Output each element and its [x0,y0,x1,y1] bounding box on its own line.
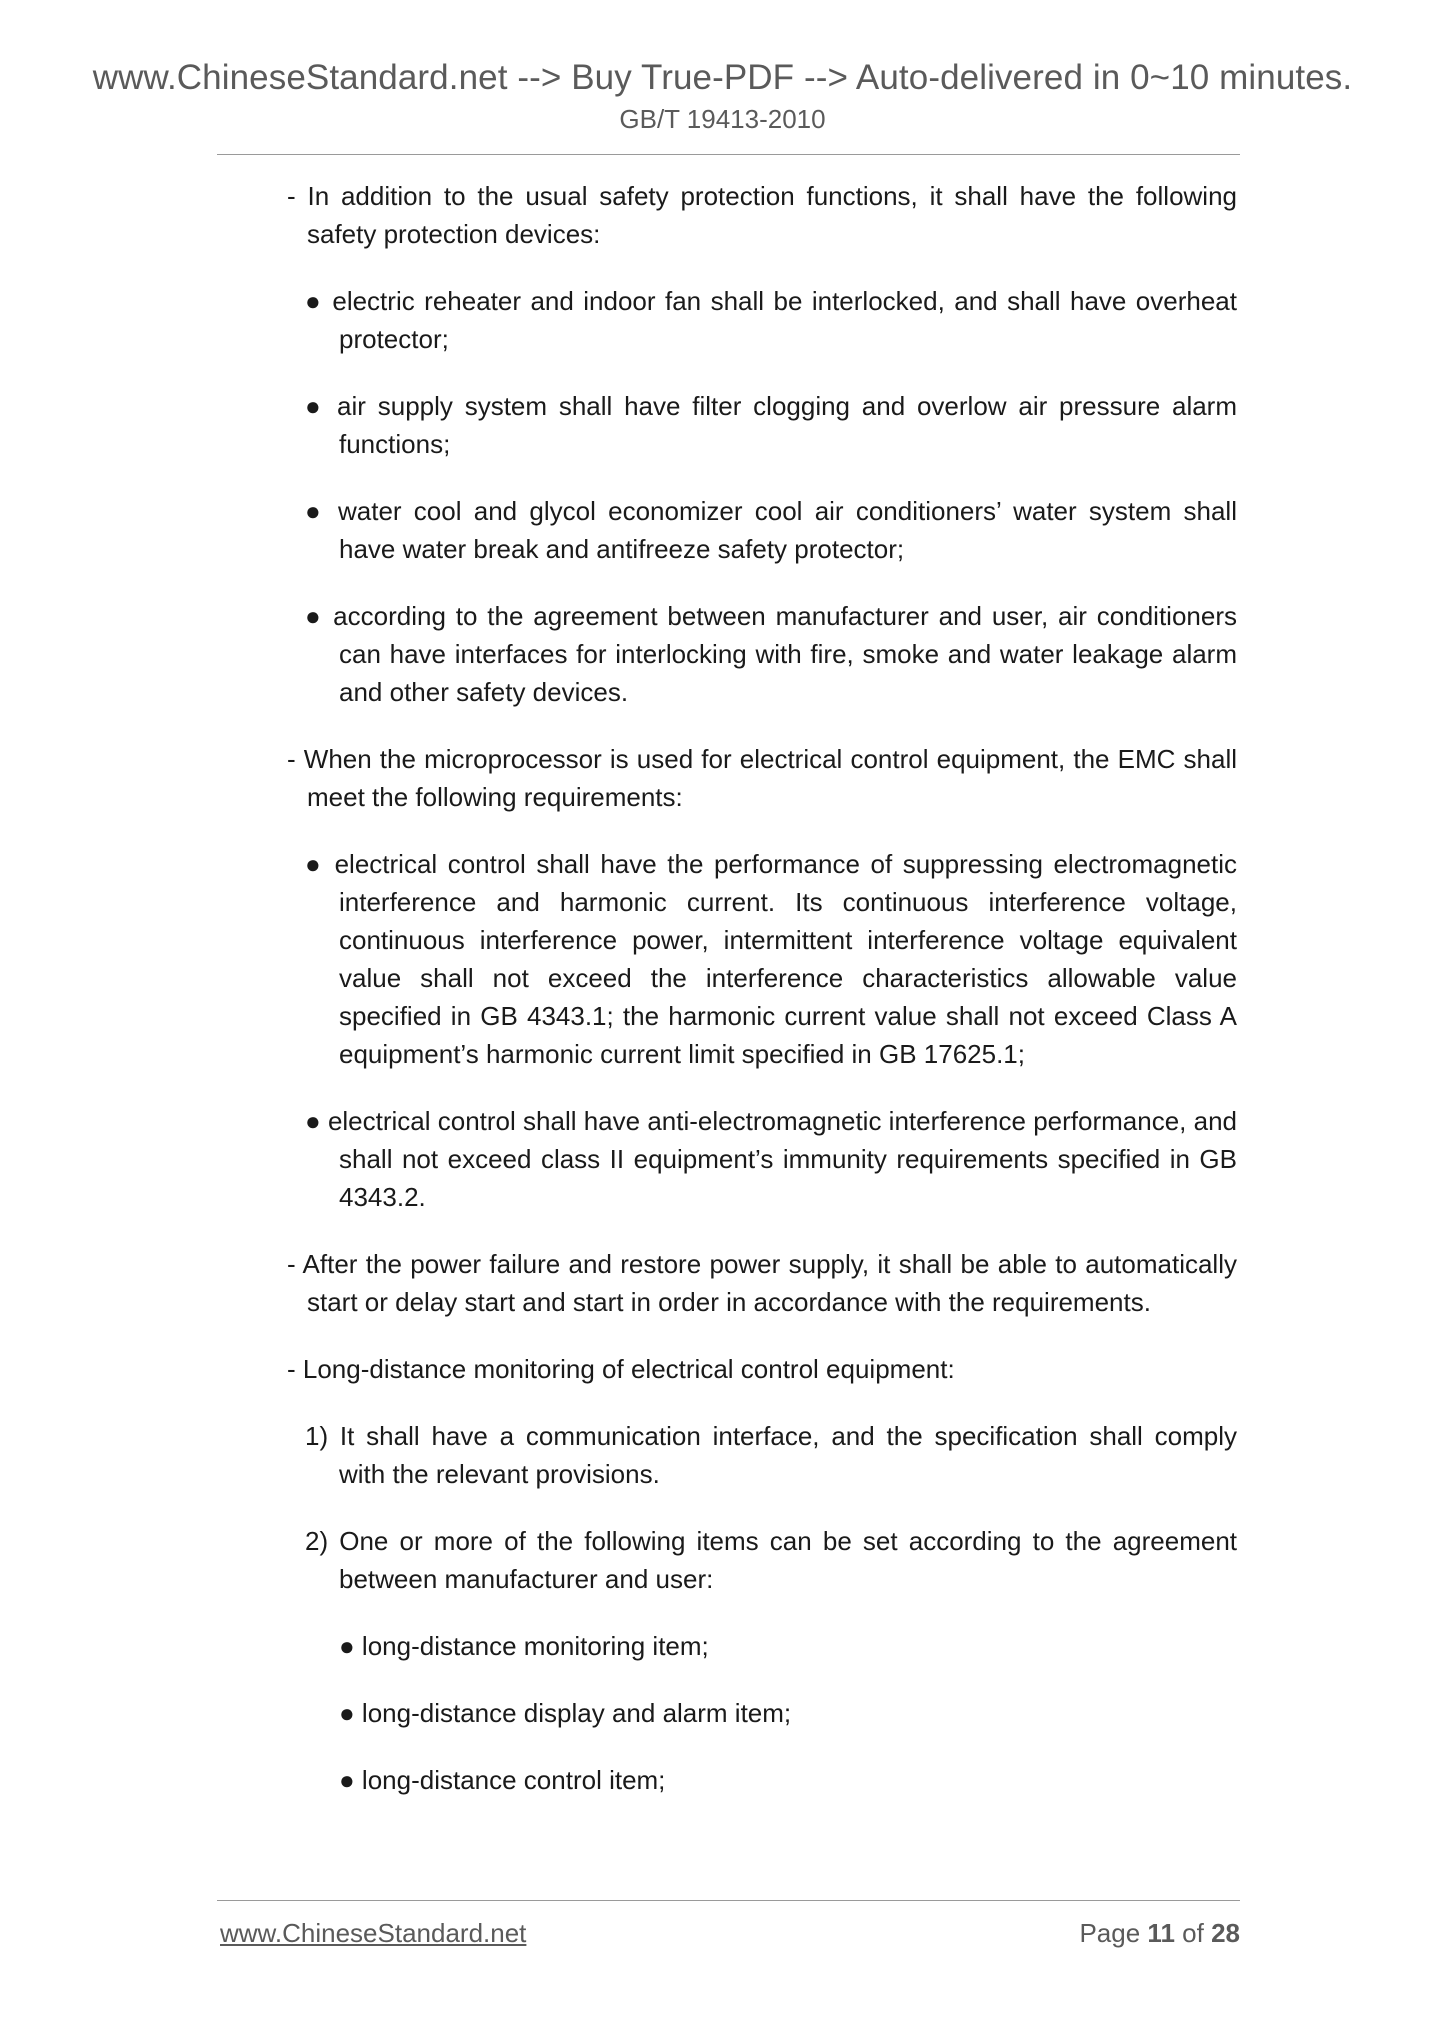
numbered-item-2: 2) One or more of the following items can be set according to the agreement between manufacturer and user: [305,1526,1237,1594]
document-body [287,177,1237,1799]
paragraph-power-restore: - After the power failure and restore power supply, it shall be able to automatically start or delay start and start in order in accordance with the requirements. [287,1249,1237,1317]
numbered-item-1: 1) It shall have a communication interface, and the specification shall comply with the relevant provisions. [305,1421,1237,1489]
page-total: 28 [1211,1918,1240,1948]
paragraph-emc: - When the microprocessor is used for electrical control equipment, the EMC shall meet the following requirements: [287,744,1237,812]
paragraph-long-distance-monitoring: - Long-distance monitoring of electrical control equipment: [287,1354,955,1384]
bullet-suppressing-interference: ● electrical control shall have the performance of suppressing electromagnetic interference and harmonic current. Its continuous interference voltage, continuous interference power, intermittent interference voltage equivalent value shall not exceed the interference characteristics allowable value specified in GB 4343.1; the harmonic current value shall not exceed Class A equipment’s harmonic current limit specified in GB 17625.1; [305,849,1237,1069]
footer-website-link[interactable]: www.ChineseStandard.net [220,1918,527,1948]
bullet-anti-interference: ● electrical control shall have anti-electromagnetic interference performance, and shall not exceed class II equipment’s immunity requirements specified in GB 4343.2. [305,1106,1237,1212]
page-indicator [1079,1916,1240,1950]
header-divider [217,154,1240,155]
page-of: of [1182,1918,1204,1948]
footer-divider [217,1900,1240,1901]
bullet-electric-reheater: ● electric reheater and indoor fan shall be interlocked, and shall have overheat protector; [305,286,1237,354]
paragraph-safety-protection: - In addition to the usual safety protection functions, it shall have the following safety protection devices: [287,181,1237,249]
bullet-air-supply: ● air supply system shall have filter clogging and overlow air pressure alarm functions; [305,391,1237,459]
bullet-water-cool: ● water cool and glycol economizer cool air conditioners’ water system shall have water break and antifreeze safety protector; [305,496,1237,564]
page-current: 11 [1147,1918,1175,1948]
sub-bullet-display-alarm: ● long-distance display and alarm item; [339,1698,792,1728]
bullet-interlocking-interfaces: ● according to the agreement between manufacturer and user, air conditioners can have interfaces for interlocking with fire, smoke and water leakage alarm and other safety devices. [305,601,1237,707]
standard-code: GB/T 19413-2010 [619,104,826,134]
header-banner: www.ChineseStandard.net --> Buy True-PDF --> Auto-delivered in 0~10 minutes. [92,58,1353,97]
sub-bullet-control: ● long-distance control item; [339,1765,666,1795]
sub-bullet-monitoring: ● long-distance monitoring item; [339,1631,709,1661]
page-prefix: Page [1079,1918,1141,1948]
